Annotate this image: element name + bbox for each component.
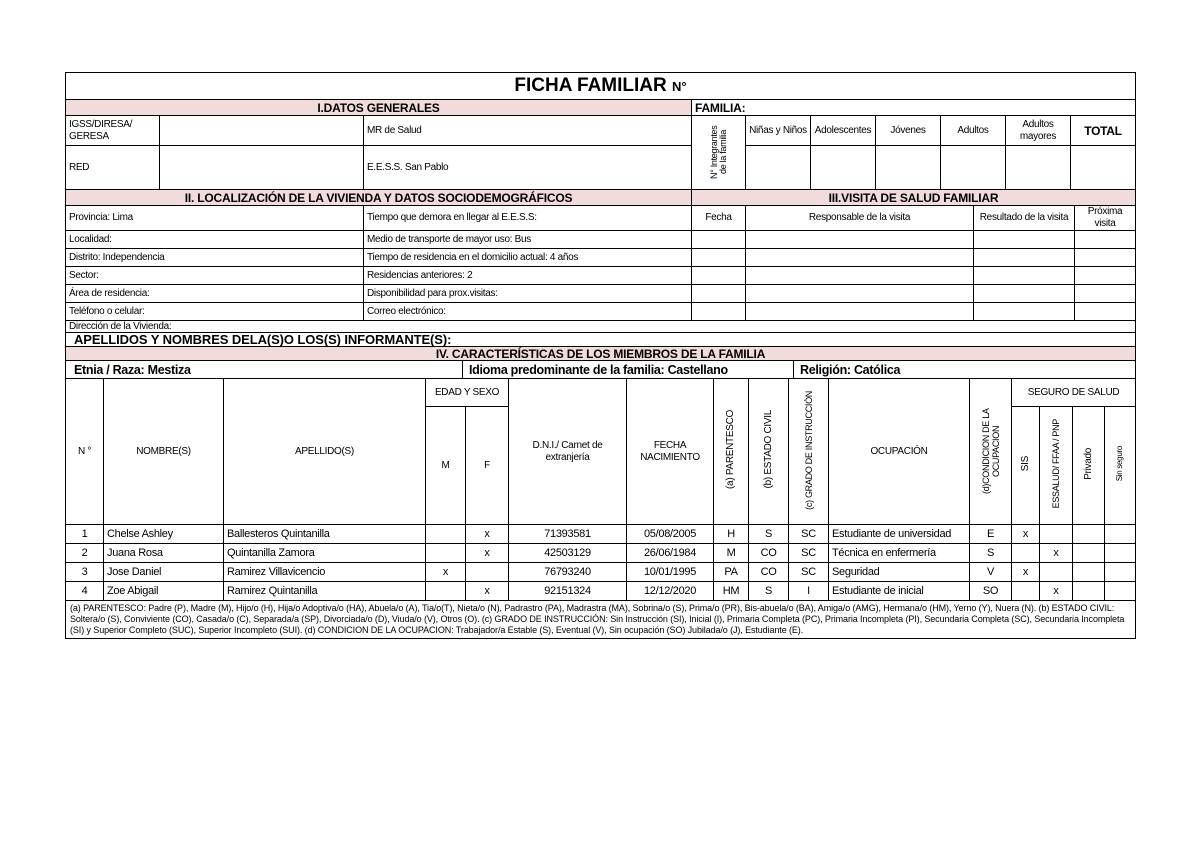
cell-condicion[interactable]: SO (970, 582, 1012, 601)
visit-cell[interactable] (746, 249, 974, 267)
cell-parentesco[interactable]: HM (714, 582, 749, 601)
visit-cell[interactable] (746, 303, 974, 321)
localidad-field[interactable]: Localidad: (66, 231, 364, 249)
cell-m[interactable]: x (426, 563, 466, 582)
col-total: TOTAL (1071, 116, 1136, 146)
cell-m[interactable] (426, 544, 466, 563)
red-label: RED (66, 146, 160, 190)
cell-jovenes-count[interactable] (876, 146, 941, 190)
cell-privado[interactable] (1073, 544, 1105, 563)
cell-m[interactable] (426, 582, 466, 601)
col-sin-seguro-text: Sin seguro (1115, 445, 1125, 482)
cell-dni[interactable]: 76793240 (509, 563, 627, 582)
provincia-field[interactable]: Provincia: Lima (66, 206, 364, 231)
cell-nombre[interactable]: Chelse Ashley (104, 525, 224, 544)
form-title-suffix: N° (672, 78, 687, 94)
cell-f[interactable]: x (466, 544, 509, 563)
direccion-field[interactable]: Dirección de la Vivienda: (66, 321, 1136, 333)
cell-fecha[interactable]: 10/01/1995 (627, 563, 714, 582)
col-seguro: SEGURO DE SALUD (1012, 379, 1136, 407)
col-adultos: Adultos (941, 116, 1006, 146)
cell-adultos-count[interactable] (941, 146, 1006, 190)
cell-apellido[interactable]: Ramirez Quintanilla (224, 582, 426, 601)
cell-civil[interactable]: CO (749, 563, 789, 582)
col-edad-sexo: EDAD Y SEXO (426, 379, 509, 407)
col-grado (789, 379, 829, 525)
informantes-field[interactable]: APELLIDOS Y NOMBRES DELA(S)O LOS(S) INFORMANTE(S): (66, 333, 1136, 347)
cell-n: 2 (66, 544, 104, 563)
correo-field[interactable]: Correo electrónico: (364, 303, 692, 321)
visit-cell[interactable] (746, 231, 974, 249)
tiempo-residencia-field[interactable]: Tiempo de residencia en el domicilio actual: 4 años (364, 249, 692, 267)
disponibilidad-field[interactable]: Disponibilidad para prox.visitas: (364, 285, 692, 303)
col-privado (1073, 407, 1105, 525)
col-apellidos: APELLIDO(S) (224, 379, 426, 525)
table-row[interactable] (66, 544, 1136, 563)
cell-ocupacion[interactable]: Estudiante de inicial (829, 582, 970, 601)
residencias-field[interactable]: Residencias anteriores: 2 (364, 267, 692, 285)
col-adultos-mayores: Adultos mayores (1006, 116, 1071, 146)
cell-civil[interactable]: S (749, 525, 789, 544)
visit-col-proxima: Próxima visita (1075, 206, 1136, 231)
cultural-table (65, 360, 1136, 379)
area-residencia-field[interactable]: Área de residencia: (66, 285, 364, 303)
visit-cell[interactable] (1075, 285, 1136, 303)
cell-n: 3 (66, 563, 104, 582)
cell-grado[interactable]: I (789, 582, 829, 601)
col-m: M (426, 407, 466, 525)
visit-col-resultado: Resultado de la visita (974, 206, 1075, 231)
col-estado-civil (749, 379, 789, 525)
visit-cell[interactable] (1075, 231, 1136, 249)
cell-nombre[interactable]: Juana Rosa (104, 544, 224, 563)
visit-cell[interactable] (692, 231, 746, 249)
col-jovenes: Jóvenes (876, 116, 941, 146)
eess-label: E.E.S.S. San Pablo (364, 146, 692, 190)
cell-parentesco[interactable]: H (714, 525, 749, 544)
cell-condicion[interactable]: V (970, 563, 1012, 582)
visit-cell[interactable] (692, 285, 746, 303)
distrito-field[interactable]: Distrito: Independencia (66, 249, 364, 267)
col-dni: D.N.I./ Carnet de extranjería (509, 379, 627, 525)
familia-label: FAMILIA: (692, 100, 1136, 116)
col-essalud (1040, 407, 1073, 525)
cell-sis[interactable] (1012, 544, 1040, 563)
visit-cell[interactable] (974, 249, 1075, 267)
cell-sinseguro[interactable] (1105, 563, 1136, 582)
visit-cell[interactable] (692, 303, 746, 321)
visit-cell[interactable] (1075, 267, 1136, 285)
col-sin-seguro (1105, 407, 1136, 525)
tiempo-demora-field[interactable]: Tiempo que demora en llegar al E.E.S.S: (364, 206, 692, 231)
cell-sinseguro[interactable] (1105, 582, 1136, 601)
cell-dni[interactable]: 92151324 (509, 582, 627, 601)
col-ninos: Niñas y Niños (746, 116, 811, 146)
col-essalud-text: ESSALUD/ FFAA / PNP (1051, 419, 1062, 509)
cell-f[interactable]: x (466, 582, 509, 601)
col-nombres: NOMBRE(S) (104, 379, 224, 525)
table-row[interactable] (66, 525, 1136, 544)
col-condicion (970, 379, 1012, 525)
cell-sinseguro[interactable] (1105, 544, 1136, 563)
cell-sis[interactable]: x (1012, 525, 1040, 544)
cell-parentesco[interactable]: PA (714, 563, 749, 582)
cell-dni[interactable]: 71393581 (509, 525, 627, 544)
cell-ocupacion[interactable]: Técnica en enfermería (829, 544, 970, 563)
visit-cell[interactable] (746, 285, 974, 303)
cell-privado[interactable] (1073, 582, 1105, 601)
col-estado-civil-text: (b) ESTADO CIVIL (762, 410, 774, 489)
cell-adultos-mayores-count[interactable] (1006, 146, 1071, 190)
form-title-text: FICHA FAMILIAR (514, 74, 667, 96)
cell-condicion[interactable]: S (970, 544, 1012, 563)
cell-civil[interactable]: S (749, 582, 789, 601)
visit-cell[interactable] (692, 267, 746, 285)
cell-essalud[interactable]: x (1040, 544, 1073, 563)
cell-f[interactable]: x (466, 525, 509, 544)
cell-grado[interactable]: SC (789, 544, 829, 563)
visit-col-responsable: Responsable de la visita (746, 206, 974, 231)
cell-ninos-count[interactable] (746, 146, 811, 190)
mr-salud-label: MR de Salud (364, 116, 692, 146)
col-ocupacion: OCUPACIÓN (829, 379, 970, 525)
visit-cell[interactable] (974, 267, 1075, 285)
cell-apellido[interactable]: Ballesteros Quintanilla (224, 525, 426, 544)
top-table (65, 72, 1136, 190)
col-sis (1012, 407, 1040, 525)
integrantes-label-text: N° Integrantes de la familia (708, 124, 728, 179)
cell-nombre[interactable]: Zoe Abigail (104, 582, 224, 601)
col-grado-text: (c) GRADO DE INSTRUCCIÓN (803, 390, 814, 510)
cell-fecha[interactable]: 26/06/1984 (627, 544, 714, 563)
cell-dni[interactable]: 42503129 (509, 544, 627, 563)
col-parentesco (714, 379, 749, 525)
table-row[interactable] (66, 582, 1136, 601)
visit-cell[interactable] (974, 285, 1075, 303)
col-parentesco-text: (a) PARENTESCO (725, 410, 737, 489)
cell-sis[interactable]: x (1012, 563, 1040, 582)
visit-cell[interactable] (746, 267, 974, 285)
section-caracteristicas: IV. CARACTERÍSTICAS DE LOS MIEMBROS DE LA FAMILIA (66, 347, 1136, 361)
idioma-field[interactable]: Idioma predominante de la familia: Castellano (463, 361, 794, 379)
red-value[interactable] (160, 146, 364, 190)
cell-sis[interactable] (1012, 582, 1040, 601)
cell-adolescentes-count[interactable] (811, 146, 876, 190)
visit-cell[interactable] (974, 231, 1075, 249)
section-visita: III.VISITA DE SALUD FAMILIAR (692, 190, 1136, 206)
igss-label: IGSS/DIRESA/ GERESA (66, 116, 160, 146)
cell-ocupacion[interactable]: Seguridad (829, 563, 970, 582)
transporte-field[interactable]: Medio de transporte de mayor uso: Bus (364, 231, 692, 249)
col-fecha-nacimiento: FECHA NACIMIENTO (627, 379, 714, 525)
cell-apellido[interactable]: Quintanilla Zamora (224, 544, 426, 563)
cell-essalud[interactable] (1040, 525, 1073, 544)
cell-privado[interactable] (1073, 525, 1105, 544)
visit-cell[interactable] (692, 249, 746, 267)
visit-cell[interactable] (1075, 303, 1136, 321)
cell-fecha[interactable]: 05/08/2005 (627, 525, 714, 544)
col-sis-text: SIS (1019, 455, 1031, 472)
integrantes-label (692, 116, 746, 190)
visit-col-fecha: Fecha (692, 206, 746, 231)
cell-nombre[interactable]: Jose Daniel (104, 563, 224, 582)
section-datos-generales: I.DATOS GENERALES (66, 100, 692, 116)
cell-essalud[interactable]: x (1040, 582, 1073, 601)
col-privado-text: Privado (1082, 447, 1094, 480)
form-title (66, 73, 1136, 100)
visit-cell[interactable] (974, 303, 1075, 321)
cell-apellido[interactable]: Ramirez Villavicencio (224, 563, 426, 582)
cell-n: 4 (66, 582, 104, 601)
cell-grado[interactable]: SC (789, 525, 829, 544)
section-localizacion: II. LOCALIZACIÓN DE LA VIVIENDA Y DATOS SOCIODEMOGRÁFICOS (66, 190, 692, 206)
sector-field[interactable]: Sector: (66, 267, 364, 285)
telefono-field[interactable]: Teléfono o celular: (66, 303, 364, 321)
col-n: N ° (66, 379, 104, 525)
col-f: F (466, 407, 509, 525)
etnia-field[interactable]: Etnia / Raza: Mestiza (66, 361, 463, 379)
col-condicion-text: (d)CONDICION DE LA OCUPACION (980, 407, 1001, 494)
cell-essalud[interactable] (1040, 563, 1073, 582)
cell-total-count[interactable] (1071, 146, 1136, 190)
cell-ocupacion[interactable]: Estudiante de universidad (829, 525, 970, 544)
footnote-legend: (a) PARENTESCO: Padre (P), Madre (M), Hijo/o (H), Hija/o Adoptiva/o (HA), Abuela/o (A), Tia/o(T), Nieta/o (N), Padrastro (PA), Madrastra (MA), Sobrina/o (S), Prima/o (PR), Bis-abuela/o (BA), Amiga/o (AMG), Hermana/o (HM), Yerno (Y), Nuera (N). (b) ESTADO CIVIL: Soltera/o (S), Conviviente (CO), Casada/o (C), Separada/a (SP), Divorciada/o (D), Viuda/o (V), Otros (O). (c) GRADO DE INSTRUCCIÓN: Sin Instrucción (SI), Inicial (I), Primaria Completa (PC), Primaria Incompleta (PI), Secundaria Completa (SC), Secundaria Incompleta (SI) y Superior Completo (SUC), Superior Incompleto (SUI). (d) CONDICION DE LA OCUPACION: Trabajador/a Estable (S), Eventual (V), Sin ocupación (SO) Jubilada/o (J), Estudiante (E). (66, 601, 1136, 639)
cell-sinseguro[interactable] (1105, 525, 1136, 544)
religion-field[interactable]: Religión: Católica (794, 361, 1136, 379)
cell-m[interactable] (426, 525, 466, 544)
members-table (65, 378, 1136, 639)
cell-civil[interactable]: CO (749, 544, 789, 563)
visit-cell[interactable] (1075, 249, 1136, 267)
cell-fecha[interactable]: 12/12/2020 (627, 582, 714, 601)
cell-grado[interactable]: SC (789, 563, 829, 582)
cell-privado[interactable] (1073, 563, 1105, 582)
cell-condicion[interactable]: E (970, 525, 1012, 544)
table-row[interactable] (66, 563, 1136, 582)
igss-value[interactable] (160, 116, 364, 146)
location-visit-table (65, 189, 1136, 361)
ficha-familiar-form (65, 72, 1135, 639)
cell-f[interactable] (466, 563, 509, 582)
cell-n: 1 (66, 525, 104, 544)
col-adolescentes: Adolescentes (811, 116, 876, 146)
cell-parentesco[interactable]: M (714, 544, 749, 563)
